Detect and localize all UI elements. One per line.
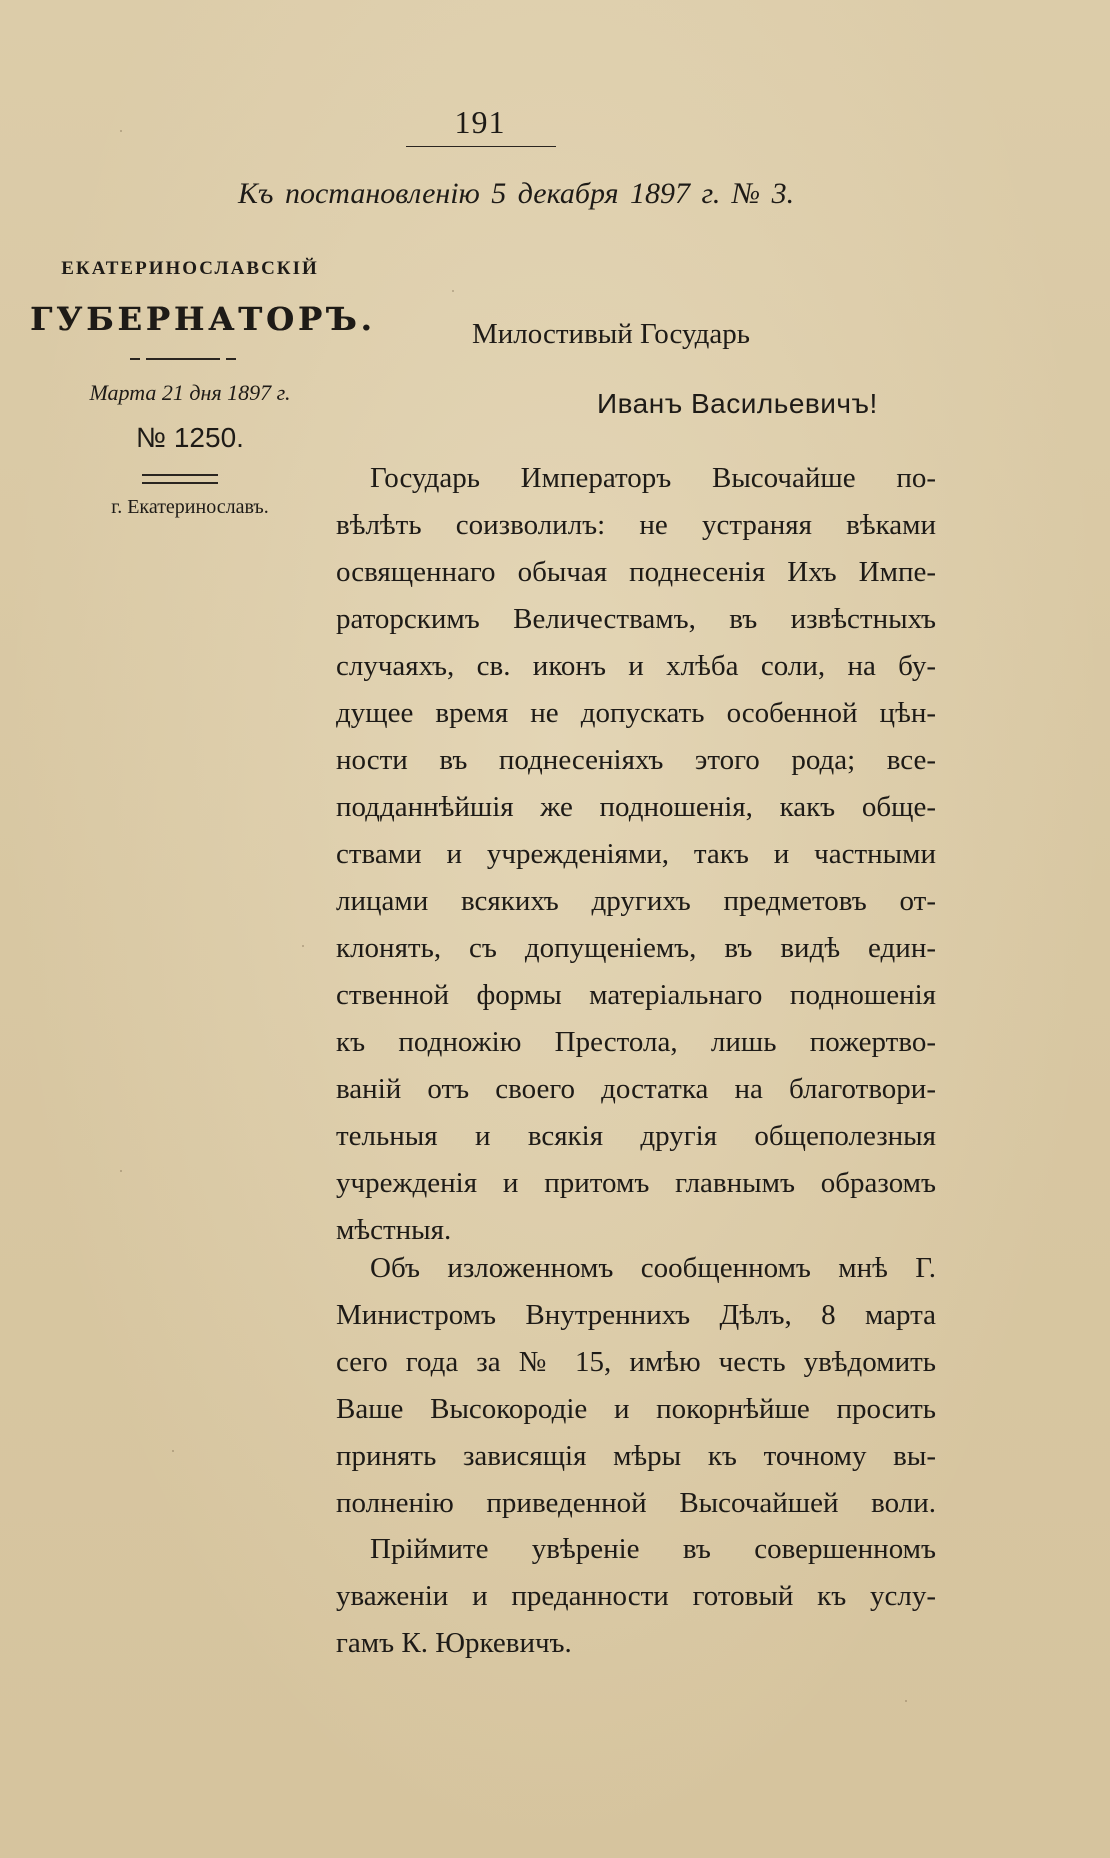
body-line: раторскимъ Величествамъ, въ извѣстныхъ [336,603,936,635]
paper-speck [120,1170,122,1172]
paper-speck [172,1450,174,1452]
body-line: Пріймите увѣреніе въ совершенномъ [370,1533,936,1565]
body-line: мѣстныя. [336,1214,452,1246]
body-line: уваженіи и преданности готовый къ услу- [336,1580,936,1612]
body-line: случаяхъ, св. иконъ и хлѣба соли, на бу- [336,650,936,682]
body-line: сего года за № 15, имѣю честь увѣдомить [336,1346,936,1378]
paragraph-3 [336,1526,936,1667]
body-line: принять зависящія мѣры къ точному вы- [336,1440,936,1472]
paper-speck [120,130,122,132]
page-number-rule [406,146,556,147]
body-line: ваній отъ своего достатка на благотвори- [336,1073,936,1105]
body-line: клонять, съ допущеніемъ, въ видѣ един- [336,932,936,964]
heading-note: Къ постановленію 5 декабря 1897 г. № 3. [238,177,795,210]
body-line: вѣлѣть соизволилъ: не устраняя вѣками [336,509,936,541]
body-line: Объ изложенномъ сообщенномъ мнѣ Г. [370,1252,936,1284]
paper-speck [905,1700,907,1702]
sender-title: ГУБЕРНАТОРЪ. [30,300,376,338]
page-number: 191 [454,104,506,140]
sender-number: № 1250. [136,422,244,453]
double-rule [142,474,218,484]
body-line: Министромъ Внутреннихъ Дѣлъ, 8 марта [336,1299,936,1331]
body-line: тельныя и всякія другія общеполезныя [336,1120,936,1152]
paper-speck [452,290,454,292]
body-line: освященнаго обычая поднесенія Ихъ Импе- [336,556,936,588]
body-line: Государь Императоръ Высочайше по- [370,462,936,494]
body-line: гамъ К. Юркевичъ. [336,1627,572,1659]
paragraph-1 [336,455,936,1254]
paper-speck [302,945,304,947]
paragraph-2 [336,1245,936,1527]
body-line: лицами всякихъ другихъ предметовъ от- [336,885,936,917]
body-line: ственной формы матеріальнаго подношенія [336,979,936,1011]
salutation-line-2: Иванъ Васильевичъ! [597,388,878,419]
body-line: ствами и учрежденіями, такъ и частными [336,838,936,870]
body-line: Ваше Высокородіе и покорнѣйше просить [336,1393,936,1425]
body-line: подданнѣйшія же подношенія, какъ обще- [336,791,936,823]
body-line: дущее время не допускать особенной цѣн- [336,697,936,729]
body-line: учрежденія и притомъ главнымъ образомъ [336,1167,936,1199]
title-rule [146,358,220,360]
sender-office: ЕКАТЕРИНОСЛАВСКІЙ [61,258,319,279]
sender-date: Марта 21 дня 1897 г. [89,380,291,405]
salutation-line-1: Милостивый Государь [472,318,750,350]
body-line: къ подножію Престола, лишь пожертво- [336,1026,936,1058]
sender-city: г. Екатеринославъ. [111,496,269,518]
body-line: полненію приведенной Высочайшей воли. [336,1487,936,1519]
body-line: ности въ поднесеніяхъ этого рода; все- [336,744,936,776]
